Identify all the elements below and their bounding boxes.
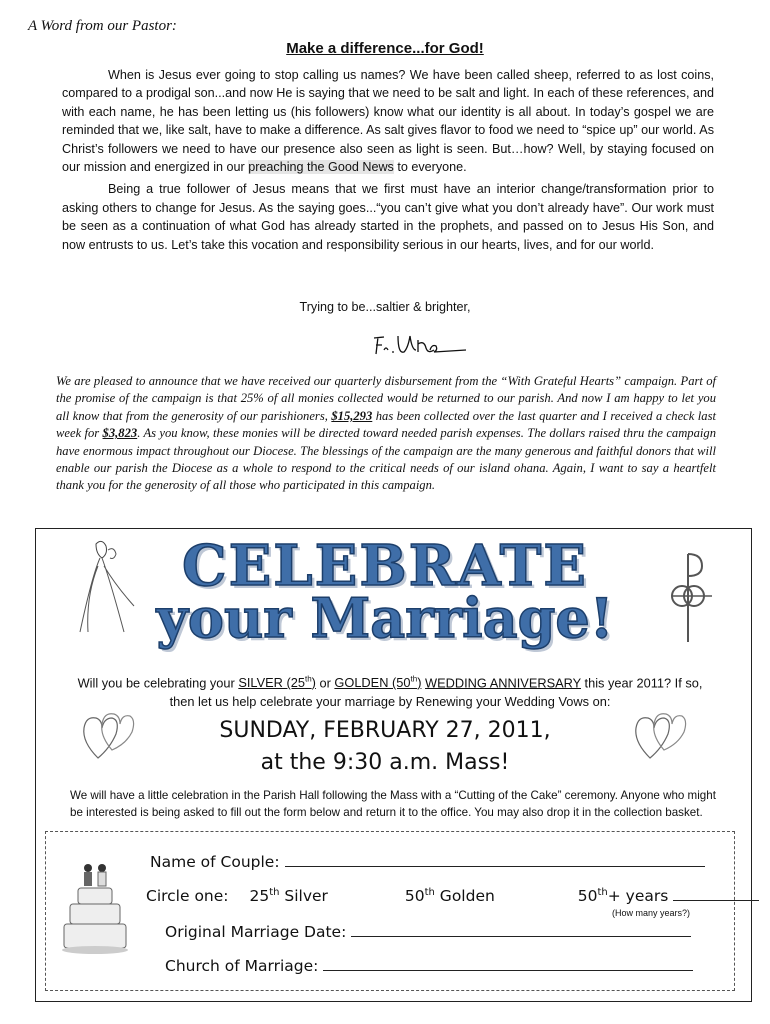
church-row [165, 956, 693, 975]
couple-name-field[interactable] [285, 852, 705, 867]
campaign-announcement: We are pleased to announce that we have received our quarterly disbursement from the “With Grateful Hearts” campaign. Part of the promise of the campaign is that 25% of all monies collected would be returned to our parish. And now I am happy to let you all know that from the generosity of our parishioners, $15,293 has been collected over the last quarter and I received a check last week for $3,823. As you know, these monies will be directed toward needed parish expenses. The dollars raised thru the campaign have enormous impact throughout our Diocese. The blessings of the campaign are the many generous and faithful donors that will enable our parish the Diocese as a whole to respond to the critical needs of our island ohana. Again, I want to say a heartfelt thank you for the generosity of all those who participated in this campaign. [56, 374, 716, 493]
anniversary-invitation: Will you be celebrating your SILVER (25th) or GOLDEN (50th) WEDDING ANNIVERSARY this year 2011? If so, then let us help celebrate your marriage by Renewing your Wedding Vows on: [77, 675, 703, 710]
circle-one-label: Circle one: [146, 887, 229, 905]
marriage-date-field[interactable] [351, 922, 691, 937]
marriage-date-label: Original Marriage Date: [165, 923, 347, 941]
celebration-note: We will have a little celebration in the Parish Hall following the Mass with a “Cutting of the Cake” ceremony. Anyone who might be interested is being asked to fill out the form below and return it to the office. You may also drop it in the collection basket. [70, 789, 716, 819]
signoff: Trying to be...saltier & brighter, [299, 300, 471, 314]
how-many-years-hint: (How many years?) [612, 908, 691, 918]
circle-one-row [146, 886, 759, 905]
article-title: Make a difference...for God! [286, 40, 484, 57]
church-label: Church of Marriage: [165, 957, 319, 975]
your-marriage-headline: your Marriage! [156, 586, 614, 650]
silver-anniversary: SILVER (25th) [238, 675, 316, 691]
wedding-cake-icon [60, 860, 130, 960]
option-50th-plus-years[interactable]: 50th+ years [577, 886, 669, 905]
amount-received: $3,823 [102, 426, 138, 441]
couple-name-row [150, 852, 705, 871]
article-body [62, 66, 714, 258]
event-time: at the 9:30 a.m. Mass! [260, 750, 510, 775]
marriage-date-row [165, 922, 691, 941]
church-field[interactable] [323, 956, 693, 971]
article-paragraph-2: Being a true follower of Jesus means that we first must have an interior change/transformation prior to asking others to change for Jesus. As the saying goes...“you can’t give what you don’t already have”. Our work must be seen as a continuation of what God has already started in the prophets, and passed on to Jesus His Son, and now entrusts to us. Let’s take this vocation and responsibility serious in our hearts, lives, and for our world. [62, 182, 714, 252]
option-50th-golden[interactable]: 50th Golden [404, 886, 495, 905]
event-date: SUNDAY, FEBRUARY 27, 2011, [219, 718, 551, 743]
highlighted-phrase: preaching the Good News [248, 160, 394, 175]
pastor-signature [368, 328, 468, 365]
golden-anniversary: GOLDEN (50th) [334, 675, 422, 691]
article-paragraph-1: When is Jesus ever going to stop calling us names? We have been called sheep, referred to as lost coins, compared to a prodigal son...and now He is saying that we need to be salt and light. In each of these references, and with each name, he has been letting us (his followers) know what our identity is all about. In today’s gospel we are reminded that we, like salt, have to make a difference. As salt gives flavor to food we need to “spice up” our world. As Christ’s followers we need to have our presence also seen as light is seen. But…how? Well, by staying focused on our mission and energized in our preaching the Good News to everyone. [62, 68, 714, 175]
pastor-header: A Word from our Pastor: [28, 18, 177, 34]
couple-name-label: Name of Couple: [150, 853, 280, 871]
celebrate-headline: CELEBRATE [182, 533, 588, 599]
amount-collected: $15,293 [331, 408, 373, 423]
years-count-field[interactable] [673, 886, 759, 901]
option-25th-silver[interactable]: 25th Silver [249, 886, 328, 905]
wedding-anniversary: WEDDING ANNIVERSARY [425, 675, 581, 691]
